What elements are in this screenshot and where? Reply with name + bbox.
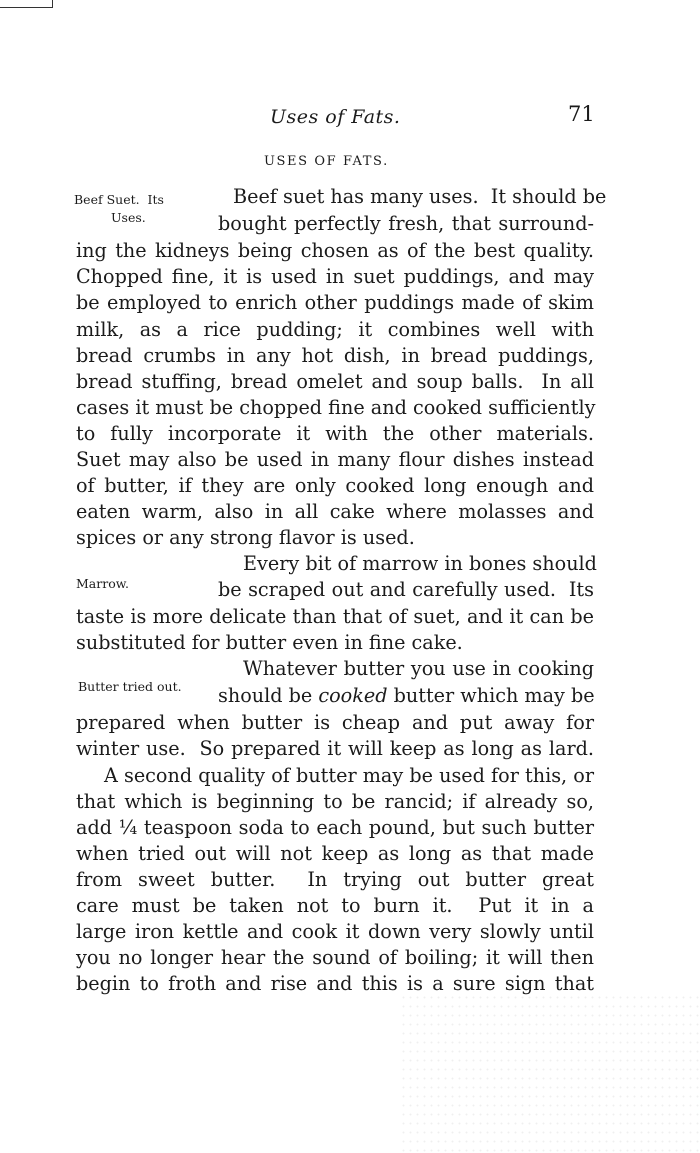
- text-run: butter which may be: [393, 684, 595, 707]
- text-line: eaten warm, also in all cake where molasses and: [76, 500, 594, 523]
- text-line: large iron kettle and cook it down very slowly until: [76, 920, 594, 943]
- emphasis-cooked: cooked: [318, 684, 388, 707]
- text-line: be employed to enrich other puddings made of skim: [76, 291, 594, 314]
- page-corner-mark: [0, 0, 53, 8]
- running-title: Uses of Fats.: [270, 106, 401, 128]
- text-line-mixed: [218, 686, 594, 705]
- page-number: 71: [568, 102, 595, 126]
- text-line: Beef suet has many uses. It should be: [233, 185, 607, 208]
- text-line: winter use. So prepared it will keep as long as lard.: [76, 737, 594, 760]
- text-line: be scraped out and carefully used. Its: [218, 578, 594, 601]
- text-run: should be: [218, 684, 319, 707]
- text-line: bought perfectly fresh, that surround-: [218, 212, 594, 235]
- sidenote-beef-suet: Beef Suet. Its: [74, 192, 164, 207]
- text-line: bread crumbs in any hot dish, in bread puddings,: [76, 344, 594, 367]
- text-line: Chopped fine, it is used in suet puddings, and may: [76, 265, 594, 288]
- text-line: spices or any strong flavor is used.: [76, 526, 415, 549]
- text-line: begin to froth and rise and this is a sure sign that: [76, 972, 594, 995]
- paper-speckle: [400, 993, 700, 1153]
- text-line: from sweet butter. In trying out butter great: [76, 868, 594, 891]
- sidenote-beef-suet-uses: Uses.: [111, 210, 146, 225]
- sidenote-butter-tried-out: Butter tried out.: [78, 679, 182, 694]
- text-line: bread stuffing, bread omelet and soup balls. In all: [76, 370, 594, 393]
- text-line: cases it must be chopped fine and cooked sufficiently: [76, 396, 596, 419]
- text-line: substituted for butter even in fine cake.: [76, 631, 463, 654]
- text-line: when tried out will not keep as long as that made: [76, 842, 594, 865]
- section-title: USES OF FATS.: [264, 154, 389, 169]
- text-line: ing the kidneys being chosen as of the best quality.: [76, 239, 594, 262]
- text-line: you no longer hear the sound of boiling; it will then: [76, 946, 594, 969]
- text-line: milk, as a rice pudding; it combines well with: [76, 318, 594, 341]
- text-line: add ¼ teaspoon soda to each pound, but such butter: [76, 816, 594, 839]
- text-line: Every bit of marrow in bones should: [243, 552, 597, 575]
- text-line: that which is beginning to be rancid; if already so,: [76, 790, 594, 813]
- text-line: care must be taken not to burn it. Put it in a: [76, 894, 594, 917]
- sidenote-marrow: Marrow.: [76, 576, 129, 591]
- text-line: Suet may also be used in many flour dishes instead: [76, 448, 594, 471]
- text-line: taste is more delicate than that of suet, and it can be: [76, 605, 594, 628]
- text-line: A second quality of butter may be used for this, or: [104, 764, 594, 787]
- text-line: of butter, if they are only cooked long enough and: [76, 474, 594, 497]
- text-line: to fully incorporate it with the other materials.: [76, 422, 594, 445]
- text-line: Whatever butter you use in cooking: [243, 657, 594, 680]
- text-line: prepared when butter is cheap and put away for: [76, 711, 594, 734]
